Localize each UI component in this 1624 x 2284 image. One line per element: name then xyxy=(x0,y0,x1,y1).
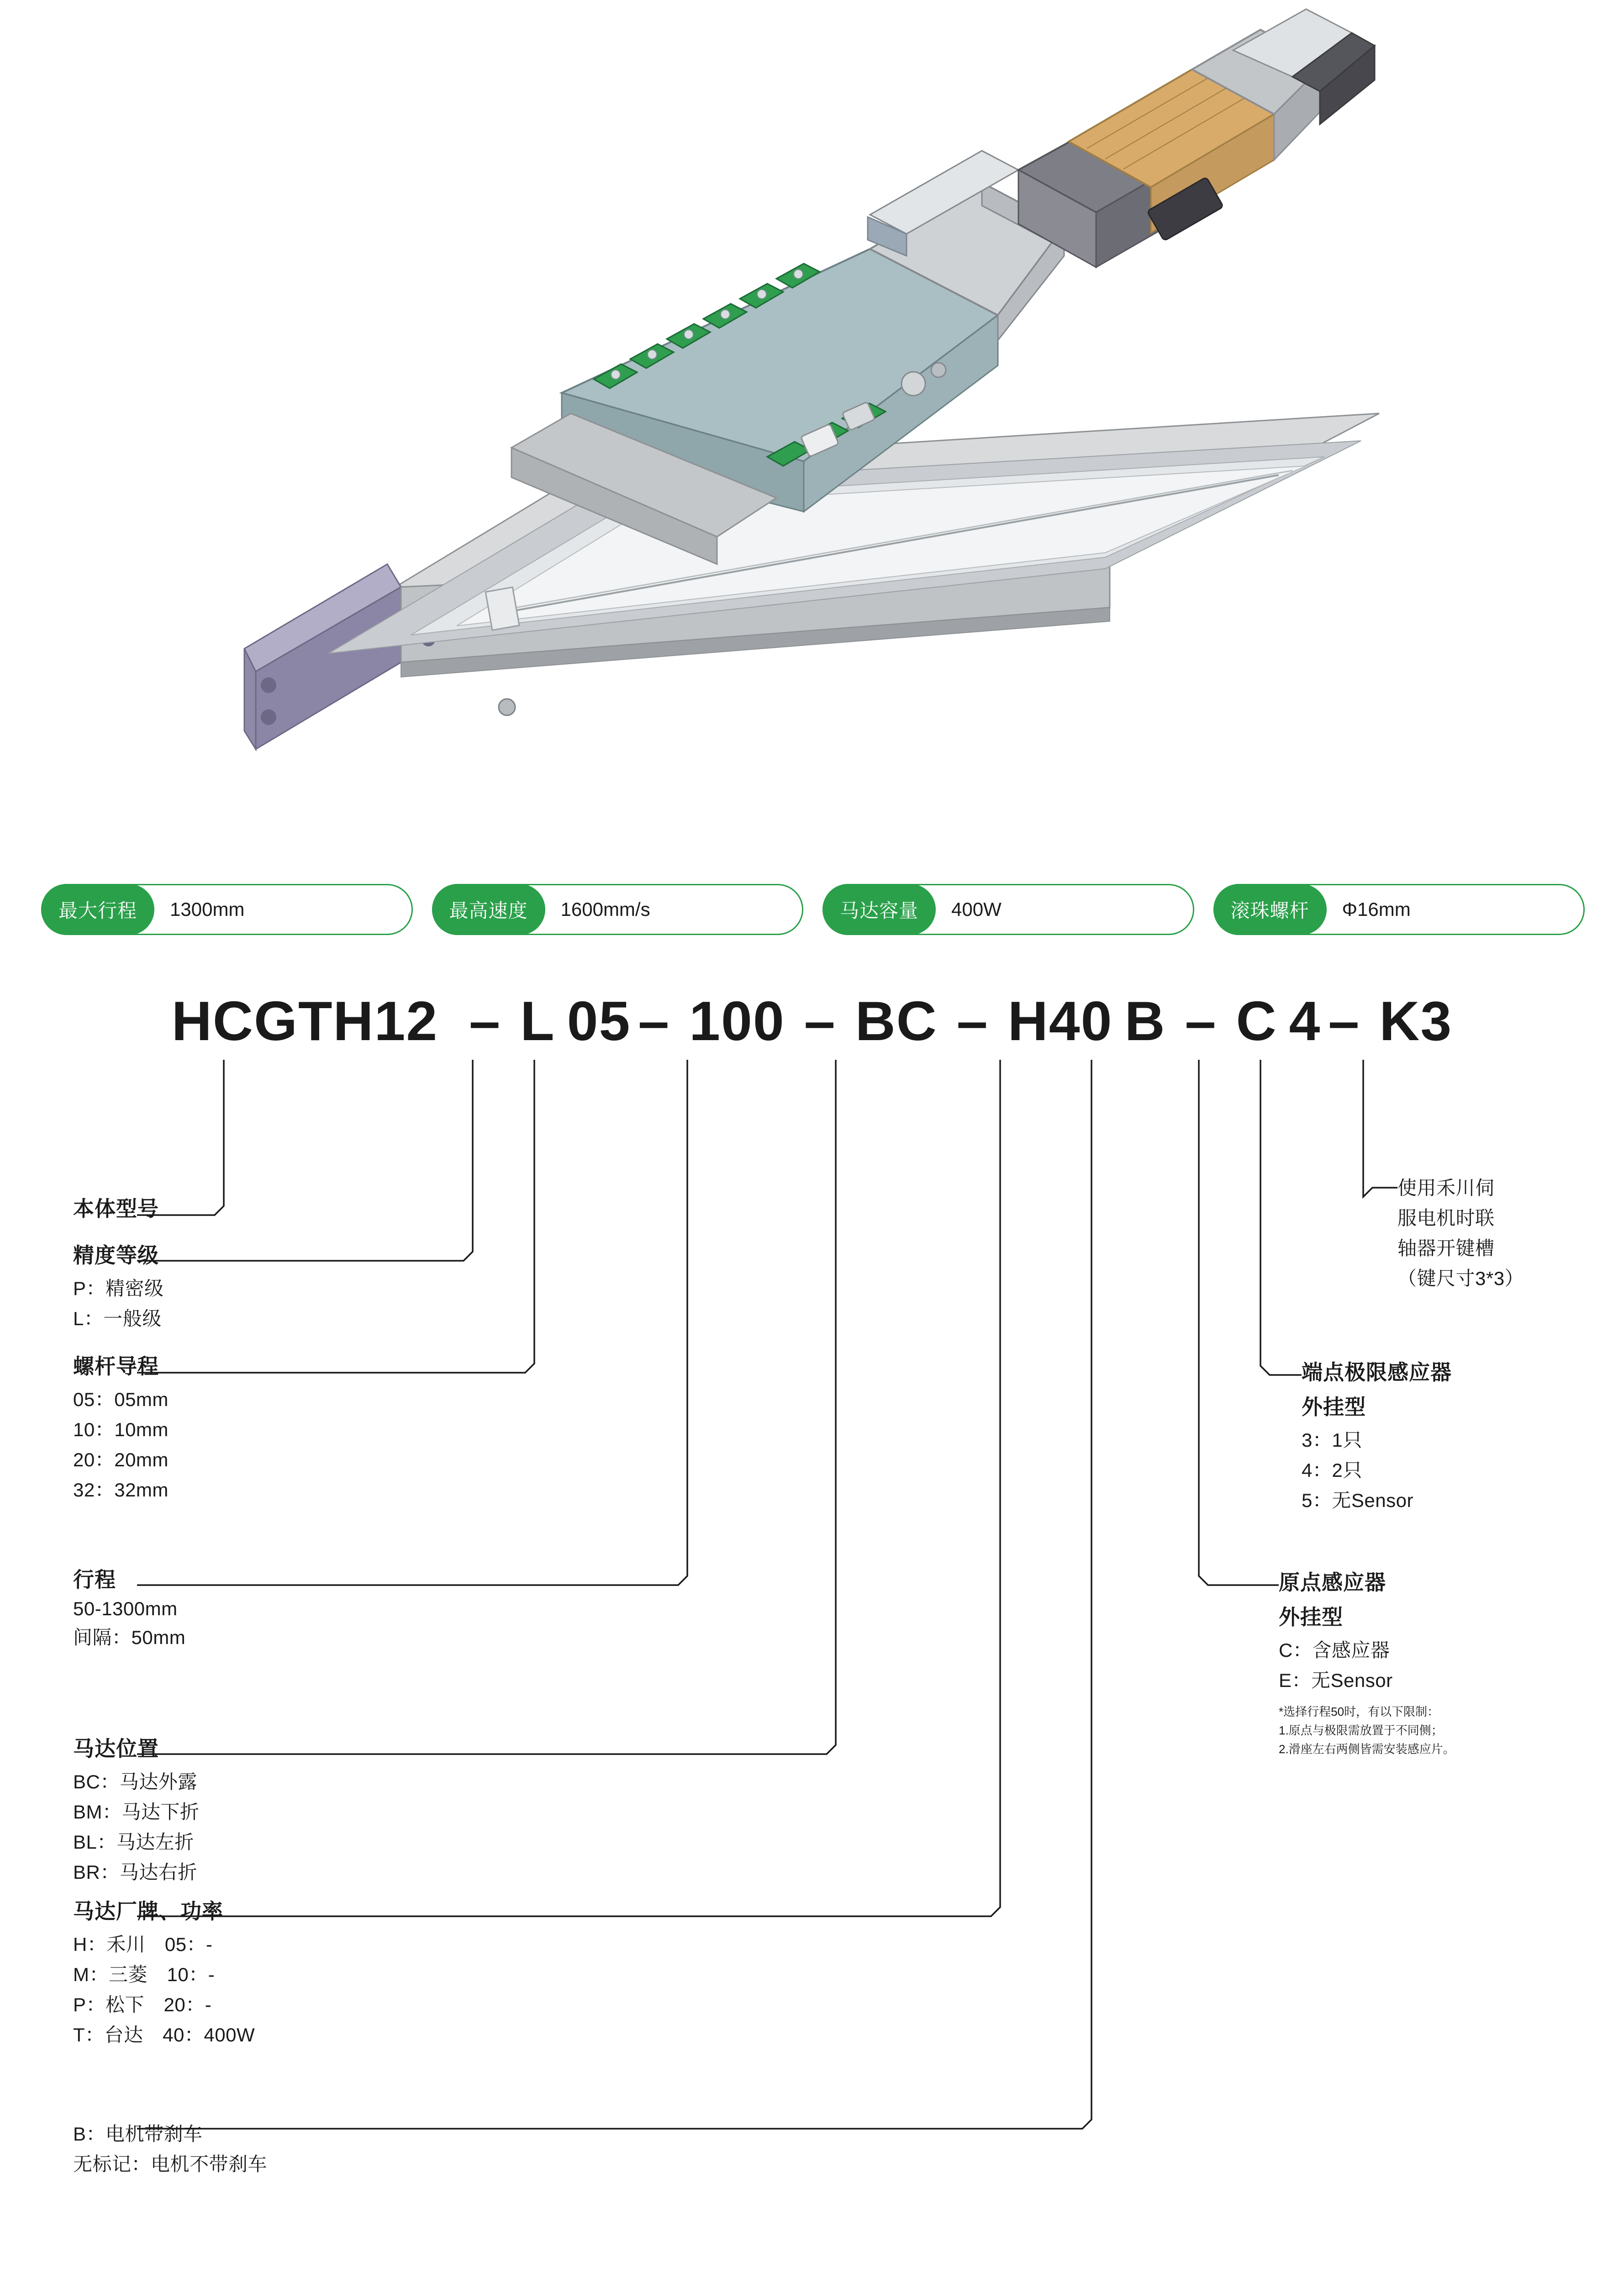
model-code-part-limit-sensor: 4 xyxy=(1289,990,1321,1052)
desc-line-stroke-range: 50-1300mm xyxy=(73,1598,178,1619)
desc-line-lead-20: 20：20mm xyxy=(73,1449,169,1470)
desc-line-limit-4: 4：2只 xyxy=(1302,1459,1362,1481)
desc-line-lead-10: 10：10mm xyxy=(73,1419,169,1440)
desc-block-body-model xyxy=(73,1192,758,1227)
desc-line-brand-m: M：三菱 10：- xyxy=(73,1964,215,1985)
model-code-dash-2: – xyxy=(638,990,670,1052)
model-code-part-origin-sensor: C xyxy=(1236,990,1277,1052)
desc-title-limit-sensor: 端点极限感应器 xyxy=(1302,1360,1452,1384)
model-code-part-accuracy: L xyxy=(520,990,555,1052)
model-code-dash-6: – xyxy=(1328,990,1360,1052)
desc-block-motor-position xyxy=(73,1732,758,1887)
desc-line-motor-bc: BC：马达外露 xyxy=(73,1771,197,1792)
servo-motor xyxy=(1018,9,1375,267)
footnote-line-3: 2.滑座左右两侧皆需安装感应片。 xyxy=(1279,1742,1455,1756)
spec-value-max-speed: 1600mm/s xyxy=(560,899,650,920)
desc-line-accuracy-p: P：精密级 xyxy=(73,1278,164,1299)
spec-badge-max-stroke xyxy=(41,884,413,935)
model-code-dash-3: – xyxy=(804,990,836,1052)
spec-value-motor-capacity: 400W xyxy=(951,899,1002,920)
desc-line-limit-5: 5：无Sensor xyxy=(1302,1490,1413,1511)
desc-subtitle-origin-sensor: 外挂型 xyxy=(1279,1605,1343,1629)
spec-badge-max-speed xyxy=(432,884,804,935)
model-code-part-motor-position: BC xyxy=(855,990,938,1052)
desc-title-accuracy: 精度等级 xyxy=(73,1243,159,1267)
model-code-part-keyway: K3 xyxy=(1379,990,1453,1052)
spec-label-motor-capacity: 马达容量 xyxy=(823,884,936,935)
desc-subtitle-limit-sensor: 外挂型 xyxy=(1302,1395,1366,1419)
footnote-line-1: *选择行程50时，有以下限制： xyxy=(1279,1705,1439,1718)
desc-line-keyway-2: 服电机时联 xyxy=(1397,1207,1495,1229)
desc-line-keyway-4: （键尺寸3*3） xyxy=(1397,1268,1524,1289)
desc-line-lead-32: 32：32mm xyxy=(73,1479,169,1501)
desc-line-origin-c: C：含感应器 xyxy=(1279,1639,1390,1661)
desc-line-brake-none: 无标记：电机不带刹车 xyxy=(73,2153,268,2175)
desc-block-origin-sensor xyxy=(1279,1566,1598,1696)
spec-label-ball-screw: 滚珠螺杆 xyxy=(1213,884,1327,935)
desc-line-brake-b: B：电机带刹车 xyxy=(73,2123,203,2145)
model-code-dash-4: – xyxy=(956,990,989,1052)
desc-block-keyway xyxy=(1397,1170,1594,1294)
desc-line-keyway-3: 轴器开键槽 xyxy=(1397,1237,1495,1259)
desc-block-accuracy xyxy=(73,1239,758,1334)
desc-line-limit-3: 3：1只 xyxy=(1302,1429,1362,1451)
product-image xyxy=(0,0,1624,859)
spec-badge-row xyxy=(41,884,1585,935)
desc-title-screw-lead: 螺杆导程 xyxy=(73,1354,159,1378)
desc-title-origin-sensor: 原点感应器 xyxy=(1279,1570,1386,1594)
desc-line-brand-t: T：台达 40：400W xyxy=(73,2024,255,2046)
desc-line-stroke-interval: 间隔：50mm xyxy=(73,1627,186,1648)
desc-line-lead-05: 05：05mm xyxy=(73,1389,169,1410)
spec-badge-ball-screw xyxy=(1213,884,1585,935)
model-code-part-brake: B xyxy=(1124,990,1166,1052)
desc-block-stroke xyxy=(73,1563,758,1653)
footnote-line-2: 1.原点与极限需放置于不同侧； xyxy=(1279,1724,1443,1737)
model-code-part-motor-brand: H40 xyxy=(1007,990,1113,1052)
desc-title-stroke: 行程 xyxy=(73,1568,116,1591)
desc-line-motor-br: BR：马达右折 xyxy=(73,1861,197,1883)
desc-title-body-model: 本体型号 xyxy=(73,1197,159,1221)
spec-value-ball-screw: Φ16mm xyxy=(1342,899,1411,920)
desc-line-accuracy-l: L：一般级 xyxy=(73,1308,162,1329)
desc-title-motor-position: 马达位置 xyxy=(73,1737,159,1761)
spec-badge-motor-capacity xyxy=(823,884,1194,935)
model-code-part-body: HCGTH12 xyxy=(171,990,438,1052)
desc-line-motor-bm: BM：马达下折 xyxy=(73,1801,200,1823)
model-code-dash-5: – xyxy=(1185,990,1217,1052)
desc-line-motor-bl: BL：马达左折 xyxy=(73,1831,194,1853)
footnote xyxy=(1279,1695,1608,1758)
desc-line-origin-e: E：无Sensor xyxy=(1279,1670,1393,1691)
spec-label-max-speed: 最高速度 xyxy=(432,884,545,935)
desc-block-brake xyxy=(73,2116,758,2179)
desc-block-screw-lead xyxy=(73,1350,758,1505)
spec-value-max-stroke: 1300mm xyxy=(170,899,245,920)
desc-block-limit-sensor xyxy=(1302,1356,1621,1516)
desc-line-brand-h: H：禾川 05：- xyxy=(73,1934,213,1955)
desc-line-keyway-1: 使用禾川伺 xyxy=(1397,1177,1495,1199)
spec-label-max-stroke: 最大行程 xyxy=(41,884,154,935)
model-code-part-stroke: 100 xyxy=(689,990,785,1052)
model-code-dash-1: – xyxy=(469,990,501,1052)
model-code xyxy=(0,989,1624,1053)
desc-title-motor-brand-power: 马达厂牌、功率 xyxy=(73,1899,223,1923)
desc-block-motor-brand-power xyxy=(73,1895,758,2050)
model-code-part-lead: 05 xyxy=(567,990,631,1052)
desc-line-brand-p: P：松下 20：- xyxy=(73,1994,212,2015)
